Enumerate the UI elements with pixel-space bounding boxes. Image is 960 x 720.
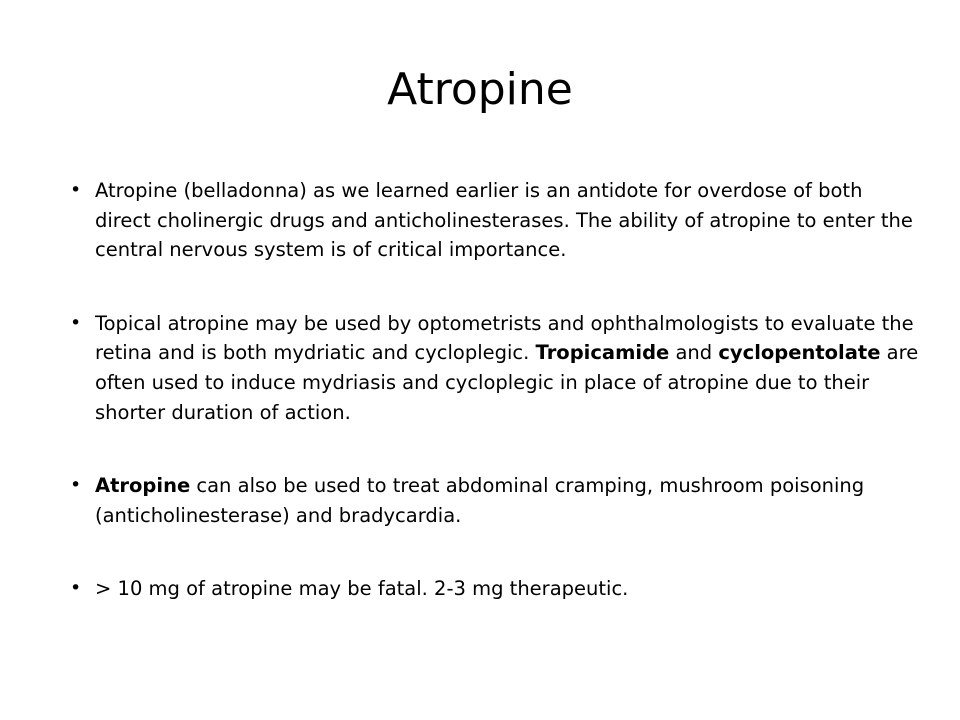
bullet-text xyxy=(95,179,913,261)
bullet-text xyxy=(95,474,864,527)
text-segment: are often used to induce mydriasis and cycloplegic in place of atropine due to their shorter duration of action. xyxy=(95,341,919,424)
bullet-icon: • xyxy=(70,311,82,334)
bullet-icon: • xyxy=(70,179,82,201)
bold-term-cyclopentolate: cyclopentolate xyxy=(718,341,881,365)
bold-term-atropine: Atropine xyxy=(95,474,191,498)
bullet-text xyxy=(95,312,918,424)
text-segment: can also be used to treat abdominal cramping, mushroom poisoning (anticholinesterase) and bradycardia. xyxy=(95,474,865,527)
bullet-text xyxy=(95,577,628,600)
bullet-item-4 xyxy=(70,574,920,604)
bullet-item-2 xyxy=(70,309,920,427)
text-segment: Topical atropine may be used by optometrists and ophthalmologists to evaluate the retina and is both mydriatic and cycloplegic. xyxy=(95,311,914,365)
bullet-list xyxy=(70,176,920,648)
bullet-item-1 xyxy=(70,176,920,265)
text-segment: > 10 mg of atropine may be fatal. 2-3 mg therapeutic. xyxy=(95,577,629,601)
slide-title: Atropine xyxy=(387,64,573,115)
bullet-icon: • xyxy=(70,577,82,600)
text-segment: Atropine (belladonna) as we learned earlier is an antidote for overdose of both direct cholinergic drugs and anticholinesterases. The ability of atropine to enter the central nervous system is of critical importance. xyxy=(95,179,913,262)
bullet-icon: • xyxy=(70,474,82,497)
bold-term-tropicamide: Tropicamide xyxy=(535,341,670,365)
bullet-item-3 xyxy=(70,471,920,530)
text-segment: and xyxy=(669,341,719,365)
